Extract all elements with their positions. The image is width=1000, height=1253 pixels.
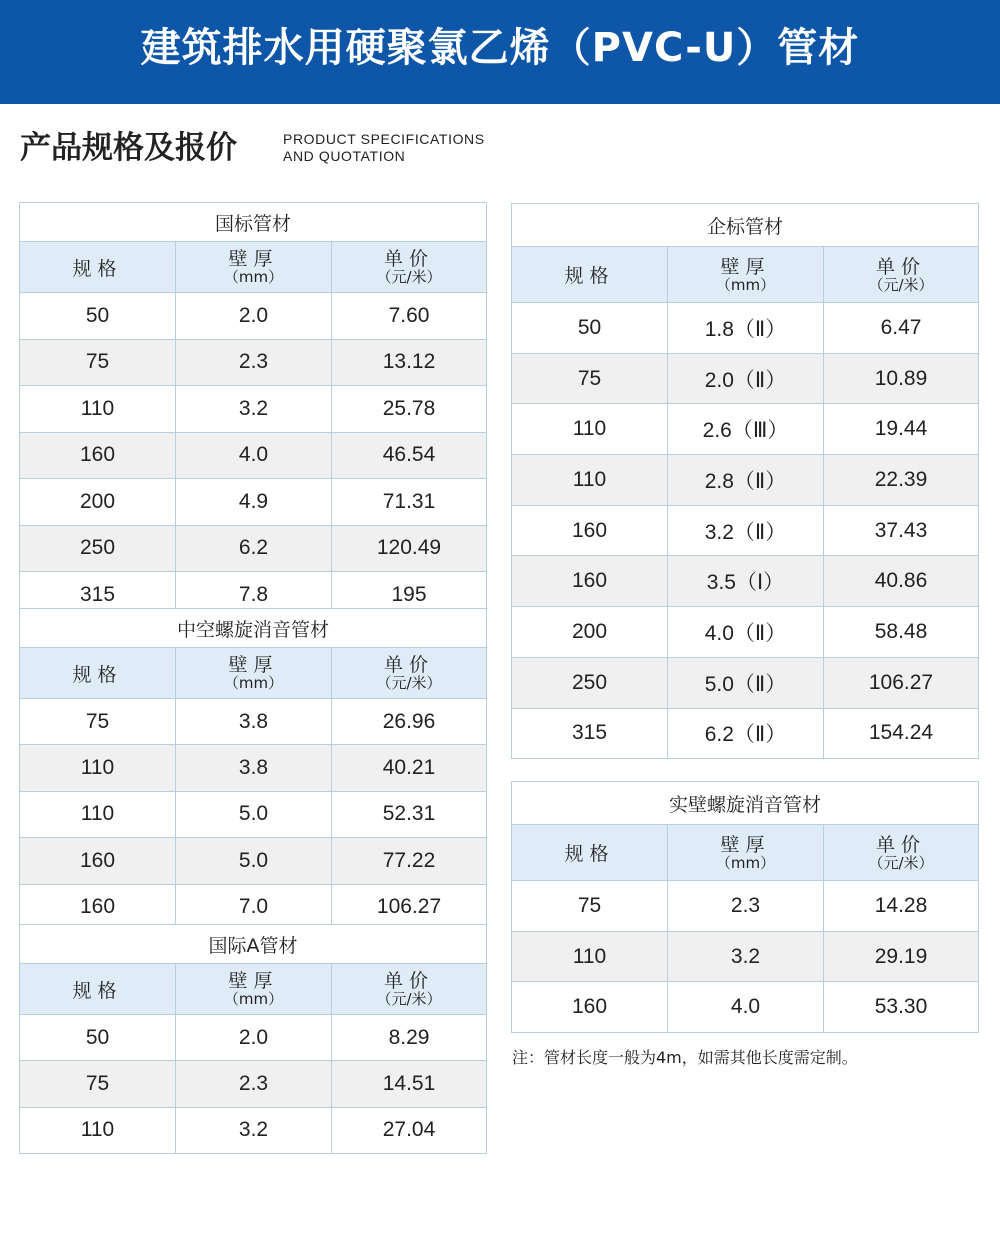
col-header-price-label: 单价 [384,654,435,676]
cell-spec: 250 [20,525,176,572]
col-header-thickness [176,964,332,1015]
table-row [512,556,979,607]
cell-spec: 110 [512,404,668,455]
col-header-price [824,825,979,881]
col-header-thickness-label: 壁厚 [720,833,771,856]
table-caption: 实壁螺旋消音管材 [512,782,979,825]
cell-spec: 75 [20,1061,176,1107]
col-header-thickness [668,247,824,303]
col-header-spec [20,964,176,1015]
cell-price: 71.31 [332,479,487,526]
cell-thickness: 1.8（Ⅱ） [668,303,824,354]
cell-thickness: 3.8 [176,745,332,791]
table-row [512,455,979,506]
col-header-price-unit: （元/米） [376,674,442,692]
col-header-spec [512,247,668,303]
cell-thickness: 4.0 [176,432,332,479]
cell-price: 154.24 [824,708,979,759]
cell-price: 106.27 [824,657,979,708]
col-header-price-label: 单价 [876,833,927,856]
col-header-thickness-label: 壁厚 [228,970,279,992]
cell-price: 26.96 [332,699,487,745]
cell-price: 13.12 [332,339,487,386]
section-subtitle-line1: PRODUCT SPECIFICATIONS [283,131,485,147]
col-header-price-unit: （元/米） [868,275,934,294]
table-row [512,881,979,932]
col-header-thickness-label: 壁厚 [720,255,771,278]
col-header-spec [20,242,176,293]
cell-price: 195 [332,572,487,619]
col-header-spec [512,825,668,881]
cell-thickness: 2.3 [668,881,824,932]
cell-thickness: 2.0（Ⅱ） [668,353,824,404]
table-row [512,931,979,982]
cell-spec: 200 [20,479,176,526]
cell-spec: 50 [20,293,176,340]
cell-thickness: 7.8 [176,572,332,619]
cell-thickness: 3.5（Ⅰ） [668,556,824,607]
cell-price: 40.86 [824,556,979,607]
cell-thickness: 3.8 [176,699,332,745]
col-header-spec [20,648,176,699]
col-header-thickness-unit: （mm） [223,674,284,692]
cell-thickness: 3.2 [176,1107,332,1153]
cell-spec: 110 [20,791,176,837]
cell-spec: 110 [512,455,668,506]
col-header-thickness-unit: （mm） [715,853,776,872]
section-title: 产品规格及报价 [20,130,237,166]
cell-thickness: 2.3 [176,1061,332,1107]
col-header-thickness-unit: （mm） [223,990,284,1008]
cell-spec: 250 [512,657,668,708]
cell-thickness: 6.2 [176,525,332,572]
table-caption: 国标管材 [20,203,487,242]
table-caption: 企标管材 [512,204,979,247]
cell-thickness: 3.2 [668,931,824,982]
col-header-price-unit: （元/米） [376,268,442,286]
cell-spec: 160 [512,556,668,607]
table-row [512,505,979,556]
cell-price: 8.29 [332,1015,487,1061]
cell-thickness: 2.8（Ⅱ） [668,455,824,506]
col-header-spec-label: 规格 [72,979,123,1002]
cell-thickness: 3.2（Ⅱ） [668,505,824,556]
cell-spec: 75 [20,339,176,386]
table-national-standard [19,202,487,619]
col-header-price-unit: （元/米） [376,990,442,1008]
col-header-spec-label: 规格 [564,265,615,287]
cell-spec: 315 [512,708,668,759]
cell-thickness: 6.2（Ⅱ） [668,708,824,759]
cell-thickness: 4.0（Ⅱ） [668,607,824,658]
cell-spec: 160 [512,982,668,1033]
cell-spec: 160 [20,884,176,930]
table-row [512,982,979,1033]
col-header-thickness [176,648,332,699]
table-row [20,479,487,526]
cell-price: 106.27 [332,884,487,930]
table-row [20,791,487,837]
cell-thickness: 5.0 [176,791,332,837]
cell-price: 22.39 [824,455,979,506]
cell-price: 14.51 [332,1061,487,1107]
table-solid-spiral [511,781,979,1033]
cell-price: 14.28 [824,881,979,932]
table-row [20,699,487,745]
table-row [20,745,487,791]
cell-spec: 75 [20,699,176,745]
col-header-price [332,242,487,293]
cell-spec: 160 [20,838,176,884]
col-header-price-unit: （元/米） [868,853,934,872]
page-title: 建筑排水用硬聚氯乙烯（PVC-U）管材 [140,25,860,71]
cell-spec: 160 [20,432,176,479]
cell-thickness: 2.3 [176,339,332,386]
header-banner [0,0,1000,104]
table-row [20,1061,487,1107]
table-row [20,432,487,479]
col-header-price-label: 单价 [383,970,434,992]
cell-spec: 110 [512,931,668,982]
col-header-thickness-label: 壁厚 [228,248,279,270]
cell-price: 58.48 [824,607,979,658]
cell-spec: 200 [512,607,668,658]
table-international-a [19,924,487,1154]
table-header-row [512,247,979,303]
cell-spec: 315 [20,572,176,619]
table-row [512,303,979,354]
col-header-spec-label: 规格 [72,257,123,280]
cell-thickness: 7.0 [176,884,332,930]
footnote: 注：管材长度一般为4m，如需其他长度需定制。 [512,1048,858,1067]
table-caption: 中空螺旋消音管材 [20,609,487,648]
cell-spec: 75 [512,353,668,404]
cell-spec: 110 [20,386,176,433]
col-header-spec-label: 规格 [564,843,615,865]
cell-price: 52.31 [332,791,487,837]
cell-price: 10.89 [824,353,979,404]
col-header-spec-label: 规格 [72,663,123,686]
cell-thickness: 3.2 [176,386,332,433]
cell-price: 6.47 [824,303,979,354]
table-row [20,1015,487,1061]
table-row [512,708,979,759]
cell-thickness: 2.0 [176,293,332,340]
cell-spec: 50 [20,1015,176,1061]
cell-spec: 110 [20,1107,176,1153]
table-row [20,293,487,340]
table-header-row [20,242,487,293]
cell-price: 29.19 [824,931,979,982]
cell-price: 40.21 [332,745,487,791]
cell-price: 37.43 [824,505,979,556]
cell-spec: 110 [20,745,176,791]
col-header-thickness-unit: （mm） [223,268,284,286]
table-row [20,838,487,884]
col-header-price [332,964,487,1015]
cell-thickness: 4.0 [668,982,824,1033]
col-header-price [824,247,979,303]
col-header-price [332,648,487,699]
cell-price: 120.49 [332,525,487,572]
table-row [512,607,979,658]
col-header-price-label: 单价 [383,248,434,270]
table-row [512,657,979,708]
table-row [20,339,487,386]
cell-spec: 160 [512,505,668,556]
cell-price: 7.60 [332,293,487,340]
cell-price: 27.04 [332,1107,487,1153]
table-row [20,386,487,433]
cell-price: 46.54 [332,432,487,479]
table-row [512,353,979,404]
table-row [20,525,487,572]
cell-thickness: 2.6（Ⅲ） [668,404,824,455]
cell-thickness: 4.9 [176,479,332,526]
cell-thickness: 5.0（Ⅱ） [668,657,824,708]
cell-price: 77.22 [332,838,487,884]
cell-thickness: 5.0 [176,838,332,884]
table-hollow-spiral [19,608,487,931]
cell-thickness: 2.0 [176,1015,332,1061]
table-caption: 国际A管材 [20,925,487,964]
col-header-price-label: 单价 [875,255,926,278]
col-header-thickness [176,242,332,293]
table-row [20,1107,487,1153]
col-header-thickness-label: 壁厚 [228,654,279,676]
cell-price: 25.78 [332,386,487,433]
table-header-row [20,648,487,699]
section-subtitle-line2: AND QUOTATION [283,148,406,164]
cell-price: 19.44 [824,404,979,455]
cell-spec: 50 [512,303,668,354]
table-header-row [512,825,979,881]
table-enterprise-standard [511,203,979,759]
section-subtitle [283,131,485,165]
table-row [512,404,979,455]
table-header-row [20,964,487,1015]
col-header-thickness [668,825,824,881]
cell-spec: 75 [512,881,668,932]
cell-price: 53.30 [824,982,979,1033]
col-header-thickness-unit: （mm） [715,275,776,294]
